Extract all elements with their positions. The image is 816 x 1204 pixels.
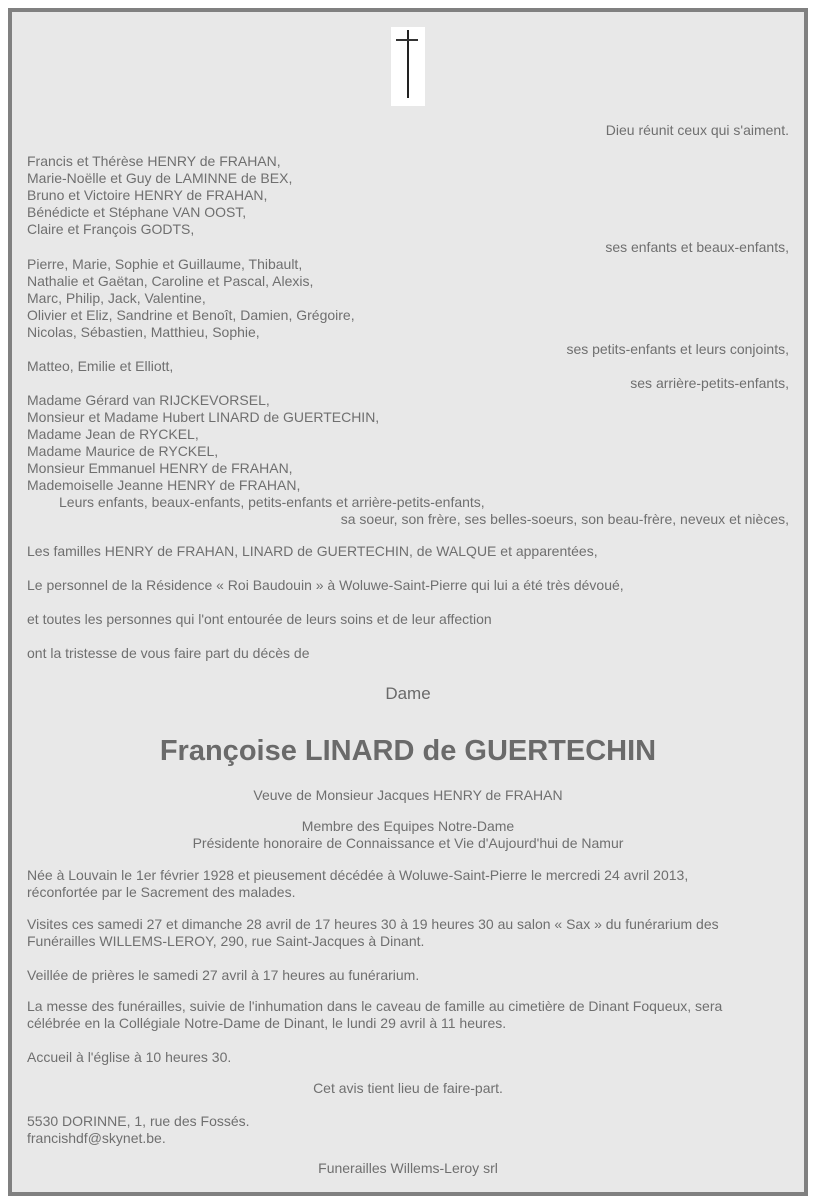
grandchildren-list bbox=[27, 256, 355, 341]
deceased-title: Dame bbox=[385, 684, 431, 703]
notice: Cet avis tient lieu de faire-part. bbox=[313, 1080, 503, 1096]
sibling-name: Madame Gérard van RIJCKEVORSEL, bbox=[27, 392, 270, 408]
cross-icon bbox=[391, 27, 425, 106]
others: et toutes les personnes qui l'ont entourée de leurs soins et de leur affection bbox=[27, 611, 492, 627]
role: Présidente honoraire de Connaissance et Vie d'Aujourd'hui de Namur bbox=[192, 835, 624, 851]
children-label: ses enfants et beaux-enfants, bbox=[605, 239, 789, 255]
siblings-list bbox=[27, 392, 379, 494]
motto: Dieu réunit ceux qui s'aiment. bbox=[605, 122, 789, 138]
sibling-name: Madame Maurice de RYCKEL, bbox=[27, 443, 219, 459]
announcement: ont la tristesse de vous faire part du décès de bbox=[27, 645, 310, 661]
great-grandchildren-label: ses arrière-petits-enfants, bbox=[630, 375, 789, 391]
children-list bbox=[27, 153, 292, 238]
child-name: Bénédicte et Stéphane VAN OOST, bbox=[27, 204, 247, 220]
families: Les familles HENRY de FRAHAN, LINARD de GUERTECHIN, de WALQUE et apparentées, bbox=[27, 543, 598, 559]
widow-of: Veuve de Monsieur Jacques HENRY de FRAHAN bbox=[253, 787, 563, 803]
mass: La messe des funérailles, suivie de l'inhumation dans le caveau de famille au cimetière de Dinant Foqueux, sera célébrée en la Collégiale Notre-Dame de Dinant, le lundi 29 avril à 11 heures. bbox=[27, 998, 723, 1031]
grandchild-name: Marc, Philip, Jack, Valentine, bbox=[27, 290, 206, 306]
grandchild-name: Nathalie et Gaëtan, Caroline et Pascal, Alexis, bbox=[27, 273, 314, 289]
child-name: Bruno et Victoire HENRY de FRAHAN, bbox=[27, 187, 268, 203]
sibling-name: Mademoiselle Jeanne HENRY de FRAHAN, bbox=[27, 477, 301, 493]
grandchild-name: Olivier et Eliz, Sandrine et Benoît, Damien, Grégoire, bbox=[27, 307, 355, 323]
sibling-name: Madame Jean de RYCKEL, bbox=[27, 426, 199, 442]
contact-email[interactable]: francishdf@skynet.be. bbox=[27, 1130, 166, 1146]
role: Membre des Equipes Notre-Dame bbox=[301, 818, 515, 834]
birth-death: Née à Louvain le 1er février 1928 et pieusement décédée à Woluwe-Saint-Pierre le mercredi 24 avril 2013, réconfortée par le Sacrement des malades. bbox=[27, 867, 689, 900]
sibling-name: Monsieur Emmanuel HENRY de FRAHAN, bbox=[27, 460, 293, 476]
welcome: Accueil à l'église à 10 heures 30. bbox=[27, 1049, 232, 1065]
contact-address: 5530 DORINNE, 1, rue des Fossés. bbox=[27, 1113, 250, 1129]
child-name: Francis et Thérèse HENRY de FRAHAN, bbox=[27, 153, 281, 169]
vigil: Veillée de prières le samedi 27 avril à 17 heures au funérarium. bbox=[27, 967, 420, 983]
grandchild-name: Nicolas, Sébastien, Matthieu, Sophie, bbox=[27, 324, 260, 340]
obituary-content bbox=[12, 12, 804, 1192]
visits: Visites ces samedi 27 et dimanche 28 avril de 17 heures 30 à 19 heures 30 au salon « Sax » du funérarium des Funérailles WILLEMS-LEROY, 290, rue Saint-Jacques à Dinant. bbox=[27, 916, 719, 949]
child-name: Marie-Noëlle et Guy de LAMINNE de BEX, bbox=[27, 170, 293, 186]
grandchildren-label: ses petits-enfants et leurs conjoints, bbox=[566, 341, 789, 357]
deceased-name: Françoise LINARD de GUERTECHIN bbox=[159, 735, 657, 767]
grandchild-name: Pierre, Marie, Sophie et Guillaume, Thibault, bbox=[27, 256, 303, 272]
great-grandchildren-names: Matteo, Emilie et Elliott, bbox=[27, 358, 174, 374]
footer: Funerailles Willems-Leroy srl bbox=[318, 1160, 498, 1176]
sibling-name: Monsieur et Madame Hubert LINARD de GUERTECHIN, bbox=[27, 409, 380, 425]
deceased-roles bbox=[12, 818, 804, 852]
contact bbox=[27, 1113, 250, 1147]
obituary-card bbox=[8, 8, 808, 1196]
staff: Le personnel de la Résidence « Roi Baudouin » à Woluwe-Saint-Pierre qui lui a été très dévoué, bbox=[27, 577, 624, 593]
child-name: Claire et François GODTS, bbox=[27, 221, 195, 237]
siblings-descendants: Leurs enfants, beaux-enfants, petits-enfants et arrière-petits-enfants, bbox=[59, 494, 485, 510]
siblings-label: sa soeur, son frère, ses belles-soeurs, son beau-frère, neveux et nièces, bbox=[340, 511, 789, 527]
